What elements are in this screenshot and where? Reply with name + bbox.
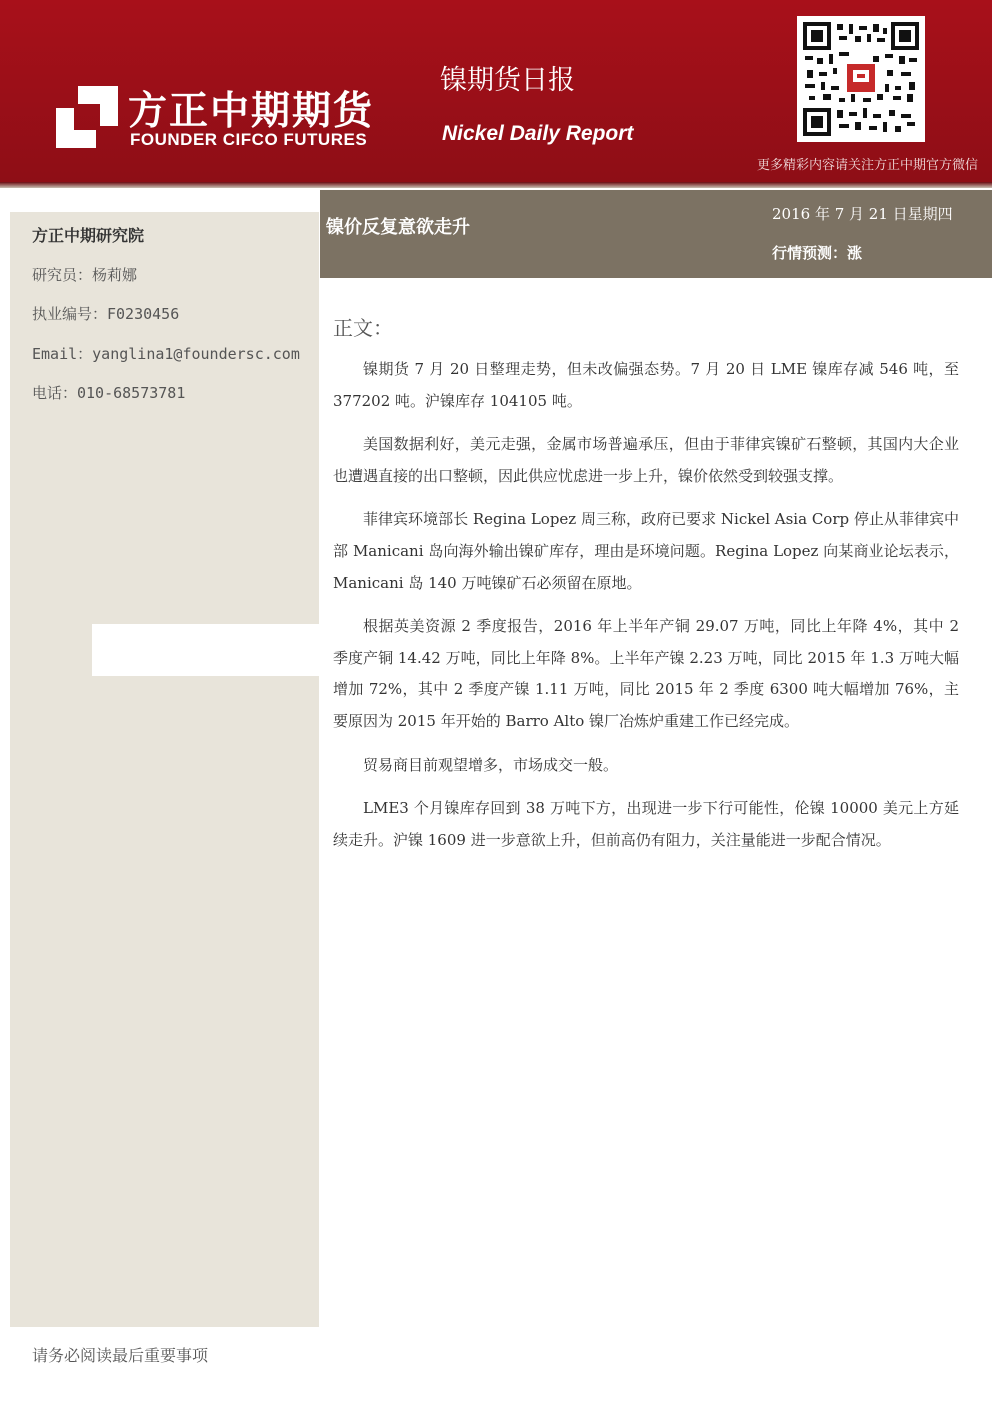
report-title-en: Nickel Daily Report xyxy=(442,122,634,145)
company-name-cn: 方正中期期货 xyxy=(128,89,375,134)
body-paragraph: 根据英美资源 2 季度报告，2016 年上半年产铜 29.07 万吨，同比上年降 4%，其中 2 季度产铜 14.42 万吨，同比上年降 8%。上半年产镍 2.23 万吨，同比 2015 年 1.3 万吨大幅增加 72%，其中 2 季度产镍 1.11 万吨，同比 2015 年 2 季度 6300 吨大幅增加 76%，主要原因为 2015 年开始的 Barro Alto 镍厂冶炼炉重建工作已经完成。 xyxy=(333,617,959,730)
phone-number: 电话：010-68573781 xyxy=(32,384,186,402)
wechat-qr-code xyxy=(797,16,925,142)
sidebar-panel xyxy=(10,212,319,1327)
headline: 镍价反复意欲走升 xyxy=(326,217,470,238)
wechat-follow-note: 更多精彩内容请关注方正中期官方微信 xyxy=(756,158,978,173)
footer-disclaimer-note: 请务必阅读最后重要事项 xyxy=(32,1346,209,1365)
sidebar-gap xyxy=(92,624,320,676)
institute-name: 方正中期研究院 xyxy=(32,226,145,245)
body-paragraph: 美国数据利好，美元走强，金属市场普遍承压，但由于菲律宾镍矿石整顿，其国内大企业也遭遇直接的出口整顿，因此供应忧虑进一步上升，镍价依然受到较强支撑。 xyxy=(333,435,959,485)
company-logo-icon xyxy=(56,86,118,148)
header-divider xyxy=(0,182,992,188)
company-name-en: FOUNDER CIFCO FUTURES xyxy=(130,130,368,149)
body-heading: 正文： xyxy=(333,316,393,340)
license-number: 执业编号：F0230456 xyxy=(32,305,180,323)
email-link[interactable]: Email：yanglina1@foundersc.com xyxy=(32,345,300,363)
researcher-name: 研究员：杨莉娜 xyxy=(32,266,138,284)
report-body xyxy=(333,354,959,868)
body-paragraph: 贸易商目前观望增多，市场成交一般。 xyxy=(363,755,619,774)
body-paragraph: LME3 个月镍库存回到 38 万吨下方，出现进一步下行可能性，伦镍 10000 美元上方延续走升。沪镍 1609 进一步意欲上升，但前高仍有阻力，关注量能进一步配合情况。 xyxy=(333,799,959,849)
market-forecast: 行情预测：涨 xyxy=(772,244,863,262)
report-date: 2016 年 7 月 21 日星期四 xyxy=(772,205,953,223)
report-title-cn: 镍期货日报 xyxy=(440,65,575,96)
qr-code-icon xyxy=(803,22,919,136)
body-paragraph: 菲律宾环境部长 Regina Lopez 周三称，政府已要求 Nickel Asia Corp 停止从菲律宾中部 Manicani 岛向海外输出镍矿库存，理由是环境问题。Regina Lopez 向某商业论坛表示，Manicani 岛 140 万吨镍矿石必须留在原地。 xyxy=(333,510,959,592)
body-paragraph: 镍期货 7 月 20 日整理走势，但未改偏强态势。7 月 20 日 LME 镍库存减 546 吨，至 377202 吨。沪镍库存 104105 吨。 xyxy=(333,360,959,410)
